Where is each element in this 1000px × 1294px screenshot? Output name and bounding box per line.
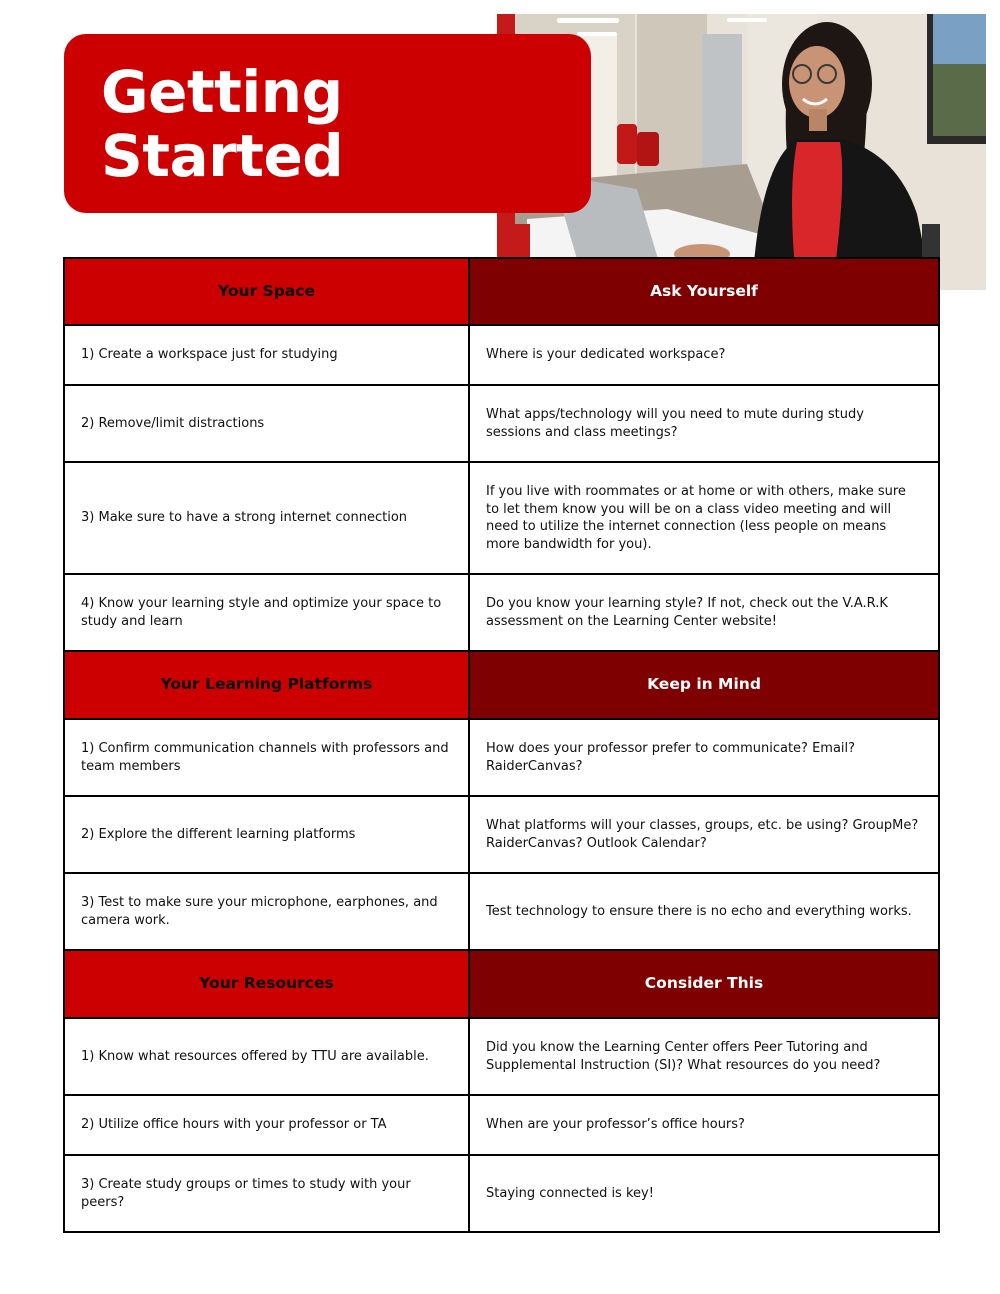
section-header-row [64,950,939,1018]
table-row [64,796,939,873]
section-header-your-resources: Your Resources [64,950,469,1018]
section-header-your-space: Your Space [64,258,469,325]
table-cell-right: Staying connected is key! [469,1155,939,1232]
section-header-keep-in-mind: Keep in Mind [469,651,939,719]
table-cell-right: What platforms will your classes, groups, etc. be using? GroupMe? RaiderCanvas? Outlook Calendar? [469,796,939,873]
table-cell-right: Did you know the Learning Center offers Peer Tutoring and Supplemental Instruction (SI)? What resources do you need? [469,1018,939,1095]
page-title [101,60,343,188]
table-row [64,1155,939,1232]
title-line-2: Started [101,122,344,190]
table-cell-left: 3) Test to make sure your microphone, earphones, and camera work. [64,873,469,950]
title-banner [64,34,591,213]
table-row [64,385,939,462]
getting-started-table [63,257,940,1233]
table-row [64,462,939,574]
table-cell-left: 2) Remove/limit distractions [64,385,469,462]
table-cell-right: What apps/technology will you need to mute during study sessions and class meetings? [469,385,939,462]
table-row [64,873,939,950]
title-line-1: Getting [101,58,343,126]
section-header-consider-this: Consider This [469,950,939,1018]
table-row [64,574,939,651]
table-row [64,1095,939,1155]
table-cell-right: When are your professor’s office hours? [469,1095,939,1155]
table-cell-left: 2) Explore the different learning platforms [64,796,469,873]
table-cell-left: 3) Make sure to have a strong internet connection [64,462,469,574]
table-cell-left: 2) Utilize office hours with your professor or TA [64,1095,469,1155]
table-cell-right: If you live with roommates or at home or with others, make sure to let them know you will be on a class video meeting and will need to utilize the internet connection (less people on means more bandwidth for you). [469,462,939,574]
table-cell-left: 1) Create a workspace just for studying [64,325,469,385]
table-cell-right: Do you know your learning style? If not, check out the V.A.R.K assessment on the Learning Center website! [469,574,939,651]
table-cell-right: Where is your dedicated workspace? [469,325,939,385]
table-row [64,1018,939,1095]
table-cell-left: 4) Know your learning style and optimize your space to study and learn [64,574,469,651]
section-header-ask-yourself: Ask Yourself [469,258,939,325]
section-header-your-learning-platforms: Your Learning Platforms [64,651,469,719]
section-header-row [64,258,939,325]
table-cell-right: Test technology to ensure there is no echo and everything works. [469,873,939,950]
table-cell-left: 3) Create study groups or times to study with your peers? [64,1155,469,1232]
table-cell-left: 1) Know what resources offered by TTU are available. [64,1018,469,1095]
section-header-row [64,651,939,719]
table-cell-left: 1) Confirm communication channels with professors and team members [64,719,469,796]
table-cell-right: How does your professor prefer to communicate? Email? RaiderCanvas? [469,719,939,796]
table-row [64,719,939,796]
table-row [64,325,939,385]
